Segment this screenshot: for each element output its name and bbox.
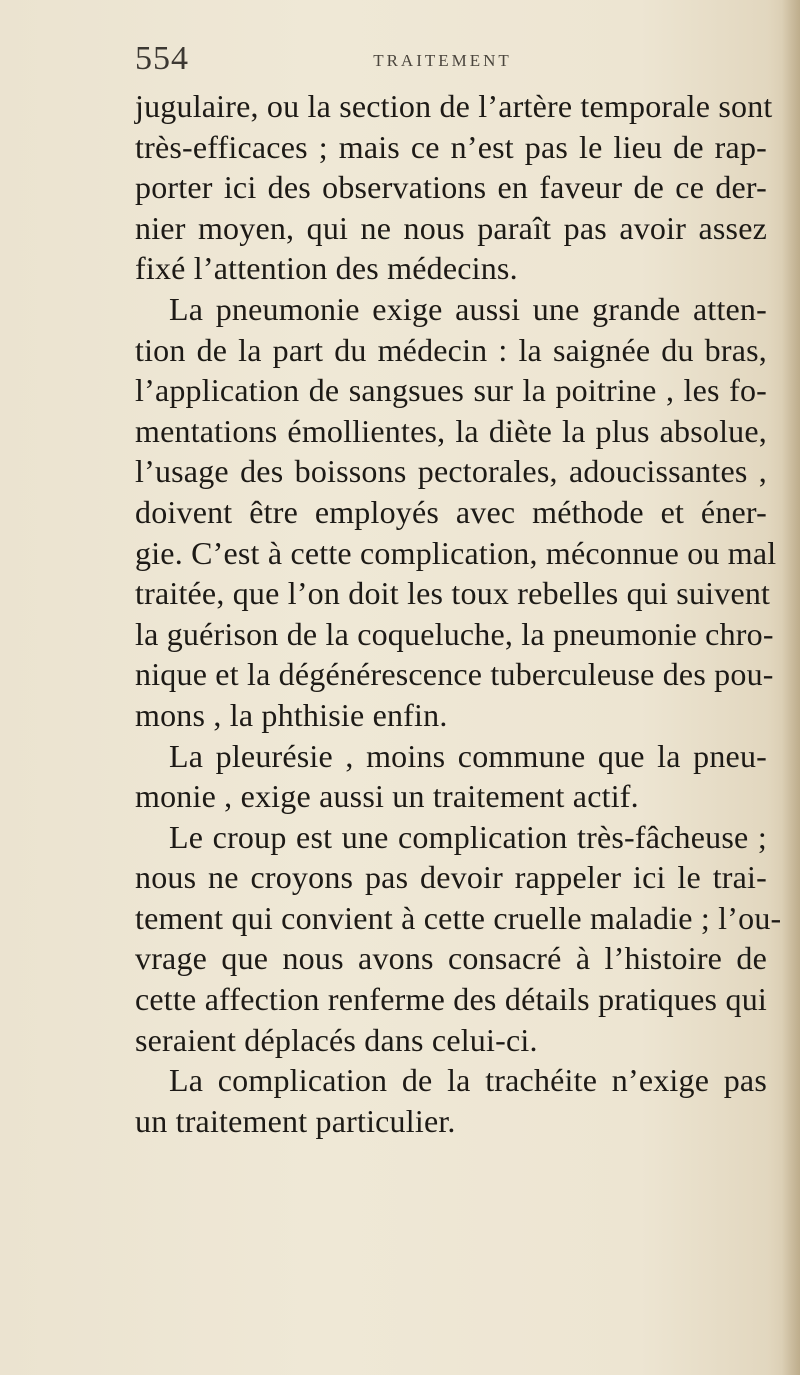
page-header bbox=[135, 40, 785, 88]
text-line: cette affection renferme des détails pratiques qui bbox=[135, 981, 767, 1018]
text-line: la guérison de la coqueluche, la pneumonie chro- bbox=[135, 615, 774, 652]
text-line: l’application de sangsues sur la poitrine , les fo- bbox=[135, 372, 767, 409]
text-line: gie. C’est à cette complication, méconnue ou mal bbox=[135, 534, 777, 571]
text-line: nous ne croyons pas devoir rappeler ici le trai- bbox=[135, 859, 767, 896]
text-line: l’usage des boissons pectorales, adoucissantes , bbox=[135, 453, 767, 490]
paragraph-start-line: La complication de la trachéite n’exige pas bbox=[169, 1062, 767, 1099]
paragraph-start-line: Le croup est une complication très-fâcheuse ; bbox=[169, 818, 767, 855]
text-line: mons , la phthisie enfin. bbox=[135, 696, 448, 733]
text-line: jugulaire, ou la section de l’artère temporale sont bbox=[135, 88, 773, 124]
text-line: nier moyen, qui ne nous paraît pas avoir assez bbox=[135, 209, 767, 246]
text-line: nique et la dégénérescence tuberculeuse des pou- bbox=[135, 656, 774, 693]
text-line: mentations émollientes, la diète la plus absolue, bbox=[135, 412, 767, 449]
text-line: doivent être employés avec méthode et éner- bbox=[135, 493, 767, 530]
paragraph-start-line: La pneumonie exige aussi une grande atten- bbox=[169, 290, 767, 327]
running-head: TRAITEMENT bbox=[373, 51, 512, 70]
text-line: très-efficaces ; mais ce n’est pas le lieu de rap- bbox=[135, 128, 767, 165]
paragraph-start-line: La pleurésie , moins commune que la pneu- bbox=[169, 737, 767, 774]
text-line: monie , exige aussi un traitement actif. bbox=[135, 778, 639, 815]
text-line: un traitement particulier. bbox=[135, 1102, 456, 1139]
text-line: tion de la part du médecin : la saignée du bras, bbox=[135, 331, 767, 368]
body-text bbox=[135, 86, 782, 1141]
text-line: seraient déplacés dans celui-ci. bbox=[135, 1021, 538, 1058]
text-line: porter ici des observations en faveur de ce der- bbox=[135, 169, 767, 206]
page-number: 554 bbox=[135, 40, 189, 77]
text-line: traitée, que l’on doit les toux rebelles qui suivent bbox=[135, 575, 771, 612]
page-edge-shadow bbox=[782, 0, 800, 1375]
text-line: fixé l’attention des médecins. bbox=[135, 250, 518, 287]
text-line: vrage que nous avons consacré à l’histoire de bbox=[135, 940, 767, 977]
text-line: tement qui convient à cette cruelle maladie ; l’ou- bbox=[135, 899, 782, 936]
